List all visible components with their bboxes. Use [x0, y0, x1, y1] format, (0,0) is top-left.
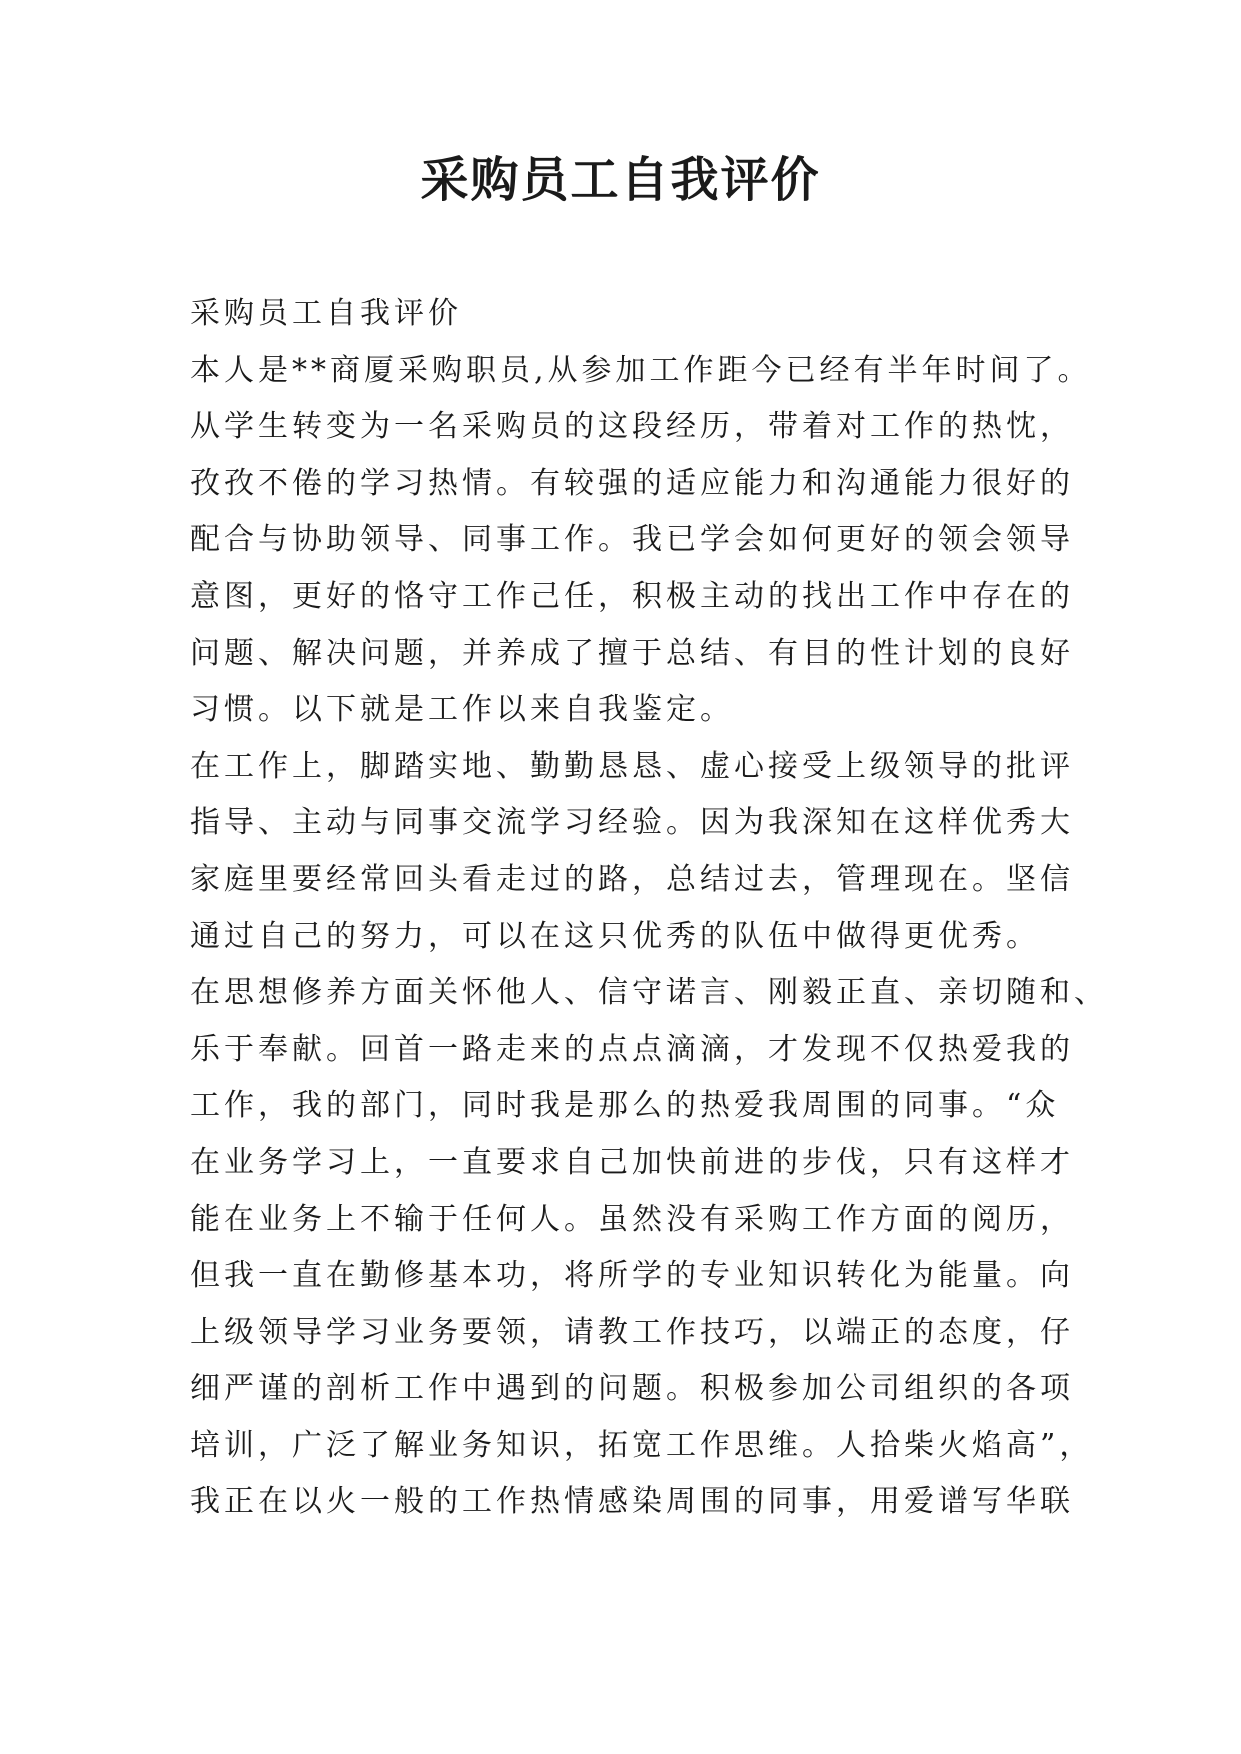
- body-line: 孜孜不倦的学习热情。有较强的适应能力和沟通能力很好的: [190, 465, 1074, 501]
- body-line: 从学生转变为一名采购员的这段经历，带着对工作的热忱，: [190, 409, 1074, 445]
- document-body: [190, 286, 1108, 1531]
- document-title: 采购员工自我评价: [420, 152, 821, 208]
- body-line: 能在业务上不输于任何人。虽然没有采购工作方面的阅历，: [190, 1201, 1074, 1237]
- body-line: 在业务学习上，一直要求自己加快前进的步伐，只有这样才: [190, 1144, 1074, 1180]
- body-line: 在工作上，脚踏实地、勤勤恳恳、虚心接受上级领导的批评: [190, 748, 1074, 784]
- body-line: 在思想修养方面关怀他人、信守诺言、刚毅正直、亲切随和、: [190, 975, 1108, 1011]
- body-line: 上级领导学习业务要领，请教工作技巧，以端正的态度，仔: [190, 1314, 1074, 1350]
- body-line: 问题、解决问题，并养成了擅于总结、有目的性计划的良好: [190, 635, 1074, 671]
- body-line: 采购员工自我评价: [190, 296, 462, 331]
- body-line: 但我一直在勤修基本功，将所学的专业知识转化为能量。向: [190, 1258, 1074, 1294]
- body-line: 意图，更好的恪守工作己任，积极主动的找出工作中存在的: [190, 578, 1074, 614]
- body-line: 习惯。以下就是工作以来自我鉴定。: [190, 692, 734, 728]
- body-line: 配合与协助领导、同事工作。我已学会如何更好的领会领导: [190, 522, 1074, 558]
- body-line: 培训，广泛了解业务知识，拓宽工作思维。人拾柴火焰高”，: [190, 1427, 1094, 1463]
- body-line: 工作，我的部门，同时我是那么的热爱我周围的同事。“众: [190, 1088, 1060, 1124]
- body-line: 本人是**商厦采购职员,从参加工作距今已经有半年时间了。: [190, 352, 1092, 388]
- body-line: 指导、主动与同事交流学习经验。因为我深知在这样优秀大: [190, 805, 1074, 841]
- body-line: 通过自己的努力，可以在这只优秀的队伍中做得更优秀。: [190, 918, 1040, 954]
- body-line: 我正在以火一般的工作热情感染周围的同事，用爱谱写华联: [190, 1484, 1074, 1520]
- body-line: 家庭里要经常回头看走过的路，总结过去，管理现在。坚信: [190, 861, 1074, 897]
- body-line: 细严谨的剖析工作中遇到的问题。积极参加公司组织的各项: [190, 1371, 1074, 1407]
- body-line: 乐于奉献。回首一路走来的点点滴滴，才发现不仅热爱我的: [190, 1031, 1074, 1067]
